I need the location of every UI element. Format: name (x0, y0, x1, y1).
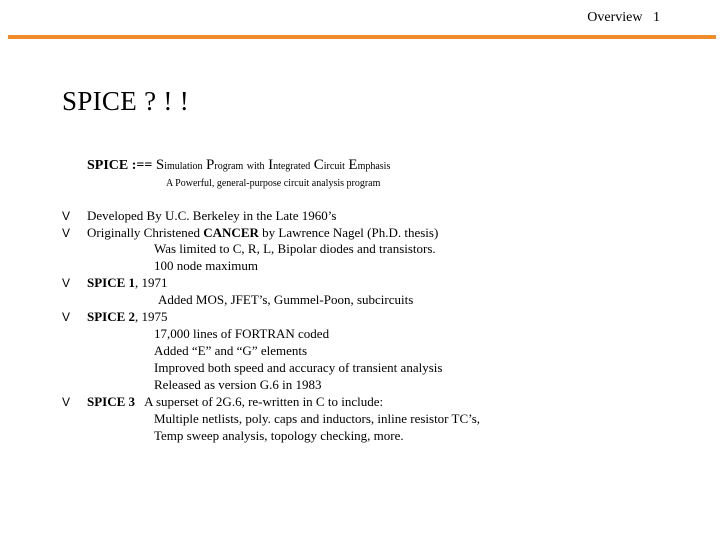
line-text: Temp sweep analysis, topology checking, more. (154, 428, 404, 443)
word-initial: C (313, 157, 324, 173)
definition-subtitle: A Powerful, general-purpose circuit analysis program (166, 178, 381, 189)
sub-line (154, 377, 322, 393)
line-text: Developed By U.C. Berkeley in the Late 1960’s (87, 208, 337, 223)
word-rest: ircuit (323, 161, 345, 172)
line-after: , 1971 (135, 275, 168, 290)
word-rest: rogram (214, 161, 244, 172)
word-initial: S (155, 157, 165, 173)
sub-line (158, 292, 413, 308)
header-title: Overview (587, 10, 643, 25)
line-text: 100 node maximum (154, 258, 258, 273)
bullet-marker: V (62, 276, 71, 290)
bullet-marker: V (62, 209, 71, 223)
word-initial: E (348, 157, 358, 173)
page-number: 1 (653, 10, 660, 25)
word-initial: I (268, 157, 274, 173)
line-text: Released as version G.6 in 1983 (154, 377, 322, 392)
line-text: Added “E” and “G” elements (154, 343, 308, 358)
line-bold: CANCER (203, 225, 259, 240)
line-after: A superset of 2G.6, re-written in C to include: (135, 394, 384, 409)
line-text: Was limited to C, R, L, Bipolar diodes and transistors. (154, 241, 436, 256)
sub-line (154, 428, 404, 444)
sub-line (154, 360, 442, 376)
sub-line (154, 411, 480, 427)
line-bold: SPICE 2 (87, 309, 136, 324)
line-bold: SPICE 3 (87, 394, 136, 409)
word-rest: with (246, 161, 265, 172)
line-bold: SPICE 1 (87, 275, 136, 290)
slide-title: SPICE ? ! ! (62, 86, 190, 116)
header-rule (8, 35, 716, 39)
spice-definition (87, 157, 390, 174)
bullet-line (87, 275, 168, 291)
word-rest: ntegrated (273, 161, 311, 172)
line-after: by Lawrence Nagel (Ph.D. thesis) (258, 225, 439, 240)
sub-line (154, 241, 436, 257)
bullet-marker: V (62, 310, 71, 324)
bullet-line (87, 225, 438, 241)
line-after: , 1975 (135, 309, 168, 324)
line-text: Multiple netlists, poly. caps and inductors, inline resistor TC’s, (154, 411, 481, 426)
bullet-line (87, 394, 383, 410)
sub-line (154, 326, 329, 342)
definition-label: SPICE :== (87, 158, 156, 173)
word-rest: mphasis (357, 161, 391, 172)
bullet-marker: V (62, 226, 71, 240)
bullet-marker: V (62, 395, 71, 409)
line-text: 17,000 lines of FORTRAN coded (154, 326, 330, 341)
bullet-line (87, 208, 336, 224)
bullet-line (87, 309, 168, 325)
word-initial: P (206, 157, 215, 173)
line-text: Improved both speed and accuracy of transient analysis (154, 360, 443, 375)
line-text: Originally Christened (87, 225, 204, 240)
line-text: Added MOS, JFET’s, Gummel-Poon, subcircuits (158, 292, 414, 307)
word-rest: imulation (164, 161, 203, 172)
sub-line (154, 343, 307, 359)
sub-line (154, 258, 258, 274)
slide-header (587, 10, 660, 26)
